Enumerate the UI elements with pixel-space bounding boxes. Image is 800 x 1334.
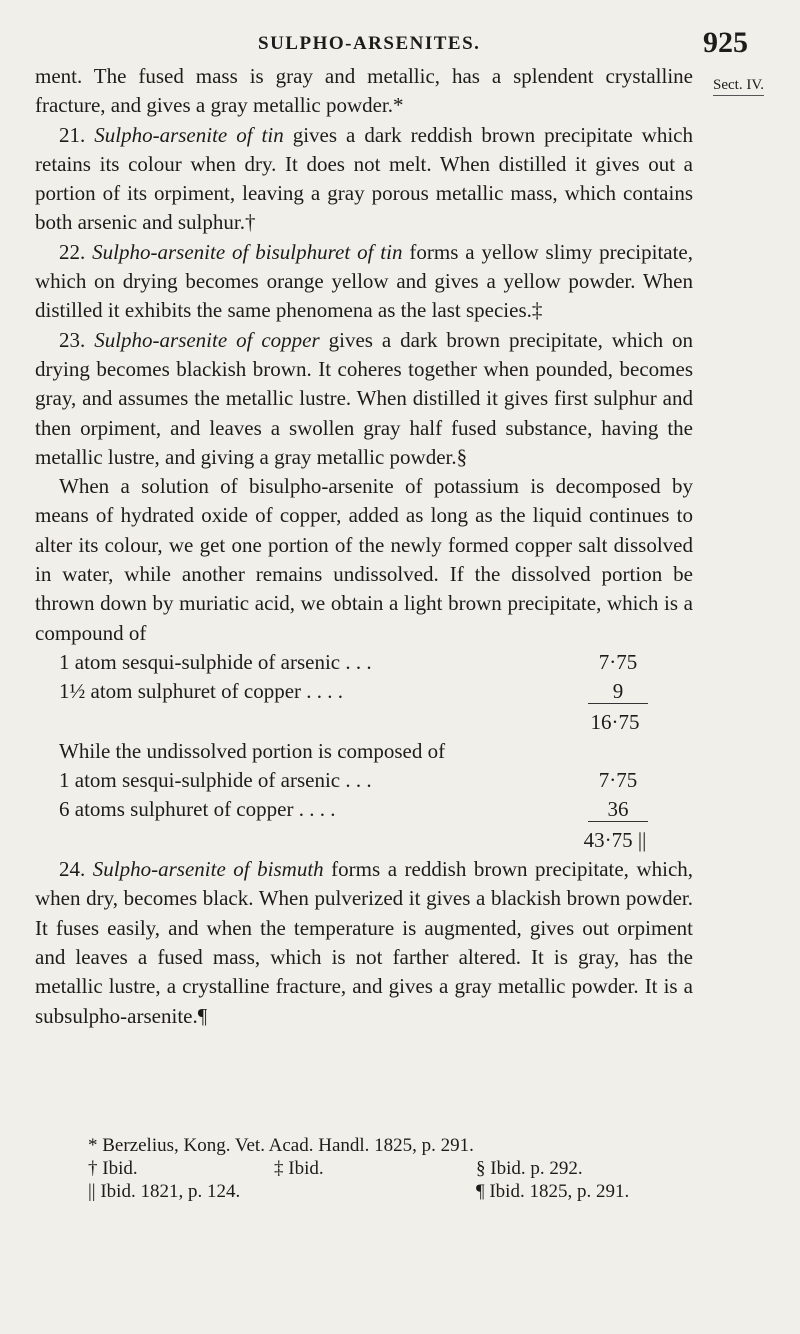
footnote: * Berzelius, Kong. Vet. Acad. Handl. 1825, p. 291. (88, 1135, 474, 1156)
footnote: ‡ Ibid. (274, 1158, 324, 1179)
row-value: 9 (612, 679, 624, 704)
section-label: Sect. IV. (713, 77, 764, 96)
footnote-line (88, 1180, 708, 1203)
table-total (35, 826, 693, 855)
footnote: § Ibid. p. 292. (476, 1158, 583, 1179)
table-total (35, 708, 693, 737)
item-number: 24. (59, 857, 93, 882)
footnote: ¶ Ibid. 1825, p. 291. (476, 1181, 630, 1202)
table-row (35, 677, 693, 706)
row-value: 7·75 (598, 768, 638, 793)
total-value: 43·75 || (583, 827, 647, 852)
paragraph-while: While the undissolved portion is composed of (59, 738, 446, 763)
row-label: 1½ atom sulphuret of copper . . . . (59, 679, 344, 704)
composition-table-1 (35, 648, 693, 737)
item-text: gives a dark reddish brown precipitate which retains its colour when dry. It does not melt. When distilled it gives out a portion of its orpiment, leaving a gray porous metallic mass, which contains both arsenic and sulphur.† (35, 122, 693, 235)
item-number: 22. (59, 239, 93, 264)
composition-table-2 (35, 766, 693, 855)
item-title: Sulpho-arsenite of copper (94, 327, 320, 352)
row-label: 6 atoms sulphuret of copper . . . . (59, 797, 336, 822)
row-label: 1 atom sesqui-sulphide of arsenic . . . (59, 768, 372, 793)
row-label: 1 atom sesqui-sulphide of arsenic . . . (59, 649, 372, 674)
footnote-line (88, 1157, 708, 1180)
table-row (35, 648, 693, 677)
item-text: forms a yellow slimy precipitate, which on drying becomes orange yellow and gives a yellow powder. When distilled it exhibits the same phenomena as the last species.‡ (35, 239, 694, 323)
footnote-line (88, 1134, 708, 1157)
paragraph-22 (35, 238, 693, 326)
item-title: Sulpho-arsenite of bisulphuret of tin (92, 239, 403, 264)
item-number: 21. (59, 122, 95, 147)
paragraph-24 (35, 855, 693, 1031)
row-value: 7·75 (598, 649, 638, 674)
body-text (35, 62, 693, 1031)
paragraph-continued: ment. The fused mass is gray and metallic, has a splendent crystalline fracture, and gives a gray metallic powder.* (35, 64, 693, 118)
footnotes (88, 1134, 708, 1203)
total-value: 16·75 (590, 709, 640, 734)
table-row (35, 795, 693, 824)
item-title: Sulpho-arsenite of bismuth (92, 857, 324, 882)
footnote: † Ibid. (88, 1158, 138, 1179)
item-number: 23. (59, 327, 95, 352)
item-text: forms a reddish brown precipitate, which, when dry, becomes black. When pulverized it gives a blackish brown powder. It fuses easily, and when the temperature is augmented, gives out orpiment and leaves a fused mass, which is not farther altered. It is gray, has the metallic lustre, a crystalline fracture, and gives a gray metallic powder. It is a subsulpho-arsenite.¶ (35, 857, 694, 1028)
item-title: Sulpho-arsenite of tin (94, 122, 284, 147)
paragraph-21 (35, 121, 693, 238)
running-title: SULPHO-ARSENITES. (258, 33, 481, 54)
page-number: 925 (703, 26, 748, 59)
paragraph-solution: When a solution of bisulpho-arsenite of potassium is decomposed by means of hydrated oxide of copper, added as long as the liquid continues to alter its colour, we get one portion of the newly formed copper salt dissolved in water, while another remains undissolved. If the dissolved portion be thrown down by muriatic acid, we obtain a light brown precipitate, which is a compound of (35, 474, 693, 645)
row-value: 36 (607, 797, 629, 822)
table-row (35, 766, 693, 795)
footnote: || Ibid. 1821, p. 124. (88, 1181, 241, 1202)
paragraph-23 (35, 326, 693, 472)
item-text: gives a dark brown precipitate, which on drying becomes blackish brown. It coheres together when pounded, becomes gray, and assumes the metallic lustre. When distilled it gives first sulphur and then orpiment, and leaves a swollen gray half fused substance, having the metallic lustre, and giving a gray metallic powder.§ (35, 327, 694, 469)
